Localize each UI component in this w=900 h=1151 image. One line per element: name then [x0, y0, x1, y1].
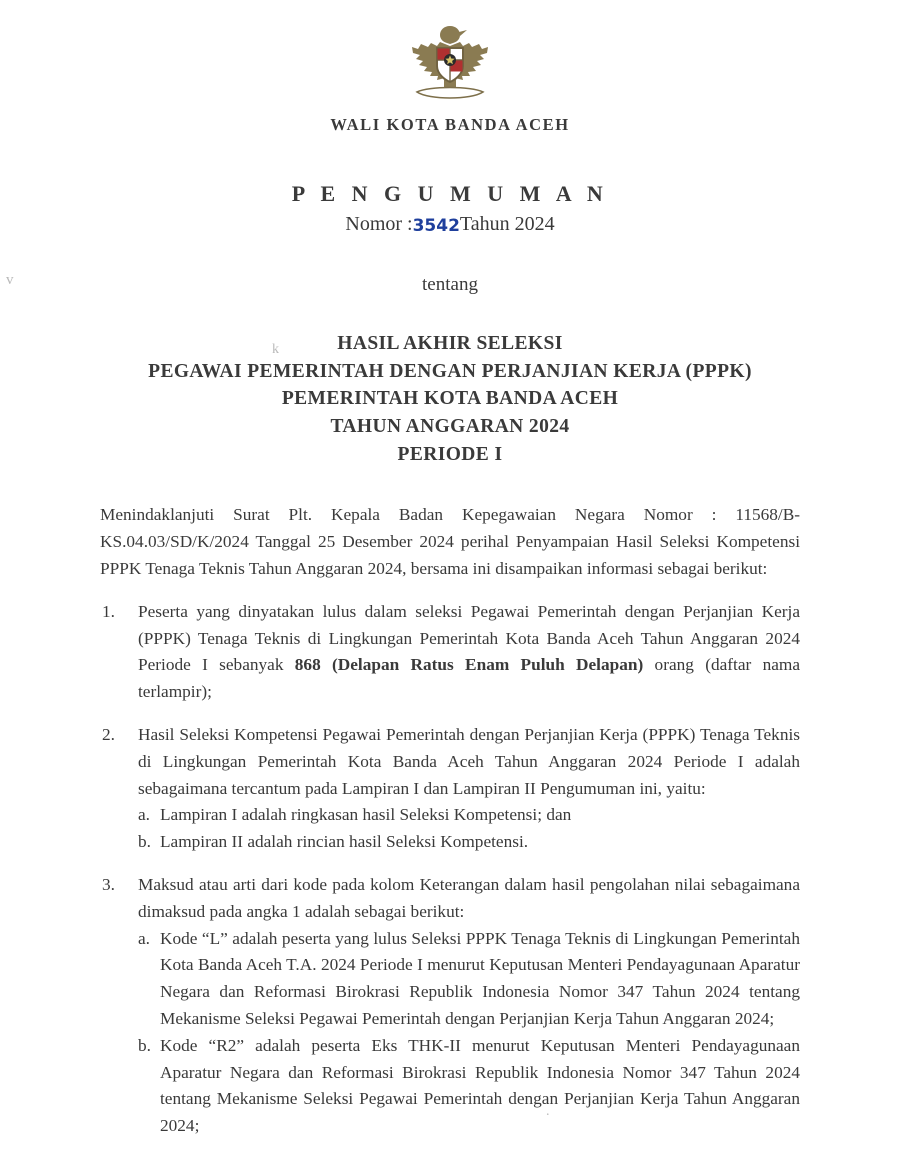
- opening-paragraph: Menindaklanjuti Surat Plt. Kepala Badan Kepegawaian Negara Nomor : 11568/B-KS.04.03/SD/K/2024 Tanggal 25 Desember 2024 perihal Penyampaian Hasil Seleksi Kompetensi PPPK Tenaga Teknis Tahun Anggaran 2024, bersama ini disampaikan informasi sebagai berikut:: [100, 505, 800, 579]
- list-item-1-text-after: orang (daftar nama terlampir);: [138, 655, 800, 702]
- list-item-2-text: Hasil Seleksi Kompetensi Pegawai Pemerintah dengan Perjanjian Kerja (PPPK) Tenaga Teknis di Lingkungan Pemerintah Kota Banda Aceh Tahun Anggaran 2024 Periode I adalah sebagaimana tercantum pada Lampiran I dan Lampiran II Pengumuman ini, yaitu:: [138, 725, 800, 798]
- nomor-prefix: Nomor :: [345, 213, 413, 235]
- list-item-2-sub-a-text: Lampiran I adalah ringkasan hasil Seleksi Kompetensi; dan: [160, 805, 572, 825]
- list-item-2-sub-a-marker: a.: [138, 805, 150, 825]
- scan-artifact: k: [272, 342, 279, 357]
- tentang-label: tentang: [422, 274, 478, 295]
- scan-artifact: .: [546, 1104, 550, 1119]
- organization-name: WALI KOTA BANDA ACEH: [330, 115, 570, 134]
- list-item-1-highlight: 868 (Delapan Ratus Enam Puluh Delapan): [294, 655, 644, 675]
- title-block: [100, 181, 800, 468]
- nomor-handwritten-value: 3542: [412, 216, 460, 236]
- document-number-line: [100, 213, 800, 236]
- list-item-1: [100, 599, 800, 706]
- subject-line-2: PEGAWAI PEMERINTAH DENGAN PERJANJIAN KERJA (PPPK): [148, 360, 752, 382]
- subject-line-3: PEMERINTAH KOTA BANDA ACEH: [281, 388, 619, 410]
- subject-line-5: PERIODE I: [397, 443, 503, 465]
- list-item-2: [100, 722, 800, 856]
- list-item-3-sub-b: [138, 1033, 800, 1140]
- subject-line-4: TAHUN ANGGARAN 2024: [330, 416, 570, 438]
- list-item-3-marker: 3.: [102, 875, 115, 894]
- document-body: [100, 502, 800, 1140]
- list-item-3-sublist: [138, 926, 800, 1140]
- list-item-1-text-before: Peserta yang dinyatakan lulus dalam seleksi Pegawai Pemerintah dengan Perjanjian Kerja (PPPK) Tenaga Teknis di Lingkungan Pemerintah Kota Banda Aceh Tahun Anggaran 2024 Periode I sebanyak: [138, 601, 800, 675]
- list-item-3: [100, 872, 800, 1140]
- list-item-2-sub-b-text: Lampiran II adalah rincian hasil Seleksi Kompetensi.: [160, 832, 529, 852]
- list-item-2-sub-a: [138, 802, 800, 829]
- nomor-suffix: Tahun 2024: [459, 213, 555, 235]
- list-item-3-sub-b-text: Kode “R2” adalah peserta Eks THK-II menurut Keputusan Menteri Pendayagunaan Aparatur Negara dan Reformasi Birokrasi Republik Indonesia Nomor 347 Tahun 2024 tentang Mekanisme Seleksi Pegawai Pemerintah dengan Perjanjian Kerja Tahun Anggaran 2024;: [160, 1035, 800, 1136]
- list-item-3-text: Maksud atau arti dari kode pada kolom Keterangan dalam hasil pengolahan nilai sebagaimana dimaksud pada angka 1 adalah sebagai berikut:: [138, 875, 800, 921]
- numbered-list: [100, 599, 800, 1140]
- list-item-2-marker: 2.: [102, 725, 115, 745]
- subject-line-1: HASIL AKHIR SELEKSI: [337, 333, 563, 354]
- subject-block: [100, 330, 800, 468]
- crest-container: [100, 20, 800, 109]
- list-item-3-sub-a-marker: a.: [138, 928, 150, 948]
- list-item-1-marker: 1.: [102, 601, 115, 621]
- list-item-3-sub-b-marker: b.: [138, 1035, 151, 1055]
- scan-artifact: v: [6, 272, 14, 288]
- list-item-2-sublist: [138, 802, 800, 856]
- list-item-2-sub-b: [138, 829, 800, 856]
- list-item-2-sub-b-marker: b.: [138, 832, 151, 852]
- garuda-pancasila-emblem-icon: [407, 20, 493, 104]
- list-item-3-sub-a-text: Kode “L” adalah peserta yang lulus Seleksi PPPK Tenaga Teknis di Lingkungan Pemerintah Kota Banda Aceh T.A. 2024 Periode I menurut Keputusan Menteri Pendayagunaan Aparatur Negara dan Reformasi Birokrasi Republik Indonesia Nomor 347 Tahun 2024 tentang Mekanisme Seleksi Pegawai Pemerintah dengan Perjanjian Kerja Tahun Anggaran 2024;: [160, 928, 800, 1028]
- list-item-3-sub-a: [138, 926, 800, 1033]
- document-title: P E N G U M U M A N: [291, 181, 609, 206]
